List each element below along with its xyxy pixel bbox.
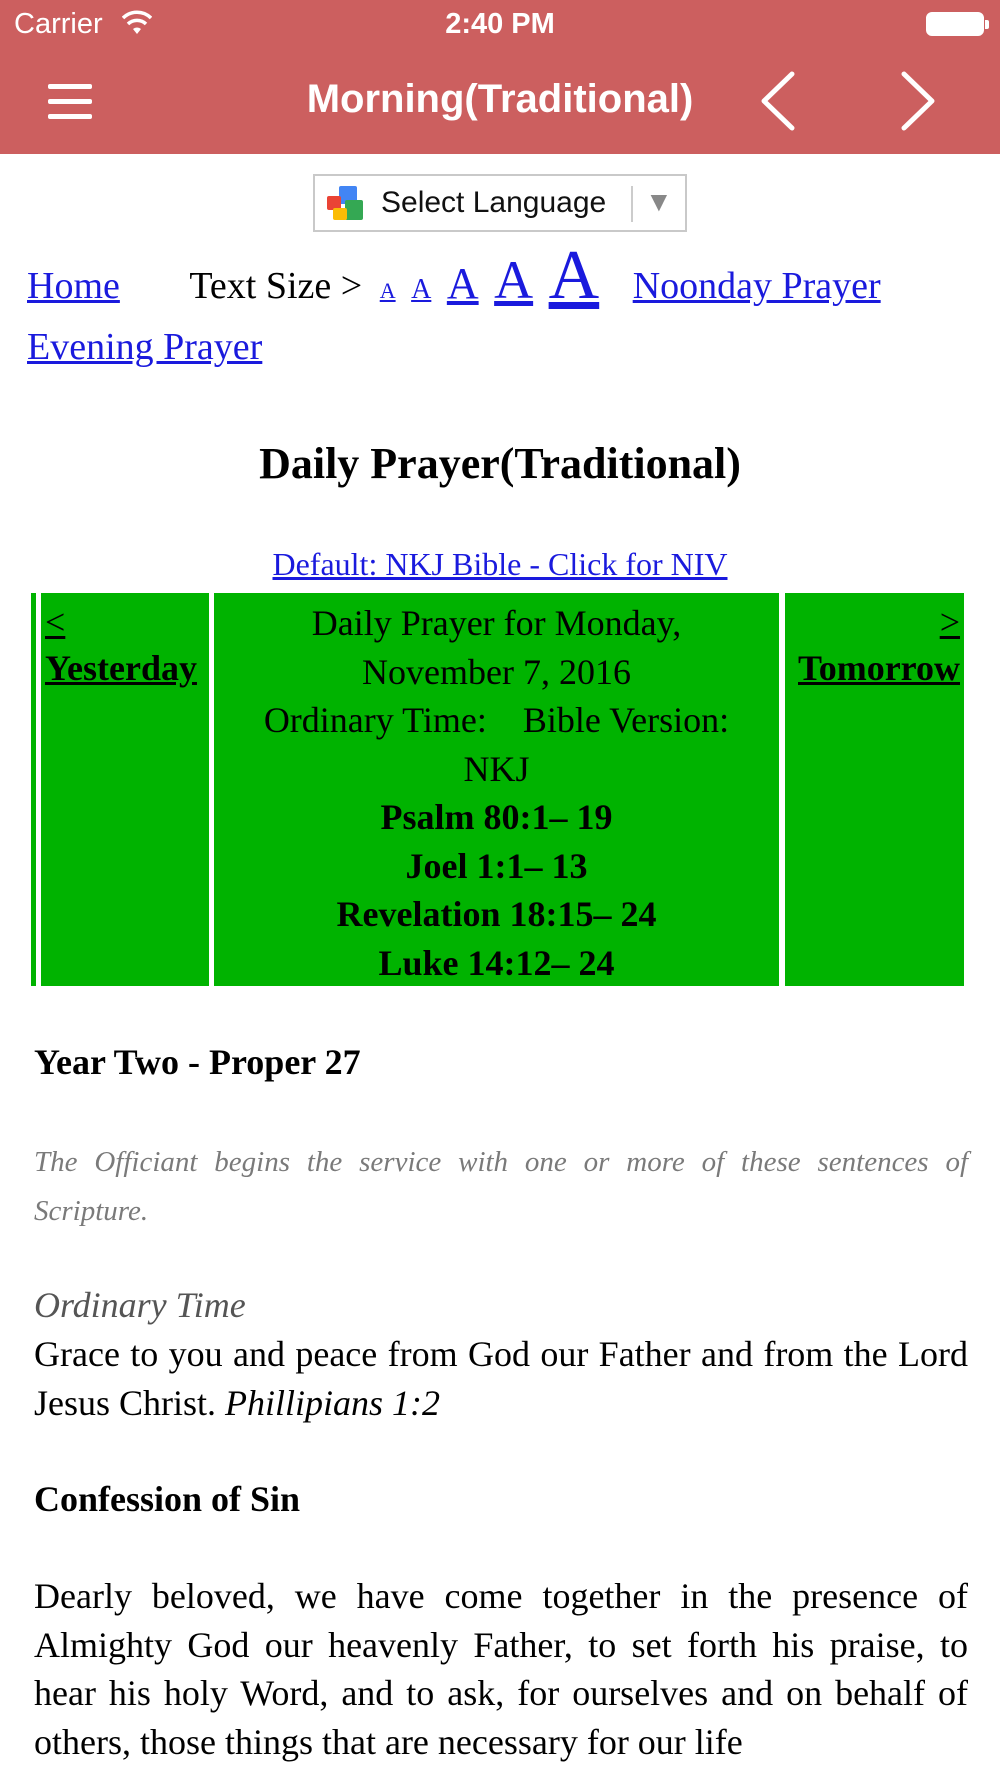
forward-chevron-icon[interactable] [896, 68, 940, 134]
nav-title: Morning(Traditional) [306, 77, 694, 121]
text-size-label: Text Size > [189, 265, 363, 307]
menu-icon[interactable] [44, 80, 100, 124]
status-bar [0, 0, 1000, 50]
tomorrow-cell [785, 593, 964, 986]
top-bar [0, 0, 1000, 154]
year-heading: Year Two - Proper 27 [34, 1042, 361, 1082]
home-link[interactable]: Home [27, 265, 120, 307]
language-selector[interactable] [313, 174, 687, 232]
yesterday-link[interactable]: Yesterday [45, 648, 197, 688]
tomorrow-link[interactable]: Tomorrow [798, 648, 960, 688]
bible-version-link[interactable]: Default: NKJ Bible - Click for NIV [272, 546, 728, 582]
text-size-option-1[interactable]: A [379, 278, 396, 303]
yesterday-arrow-link[interactable]: < [45, 602, 66, 642]
sentence-text: Grace to you and peace from God our Father and from the Lord Jesus Christ. [34, 1334, 968, 1423]
text-size-option-4[interactable]: A [494, 250, 534, 310]
carrier-label: Carrier [14, 8, 103, 40]
status-time: 2:40 PM [445, 8, 555, 40]
language-selector-label: Select Language [381, 186, 607, 219]
battery-icon [926, 12, 984, 36]
reading-psalm: Psalm 80:1– 19 [380, 797, 613, 837]
season-version-line: Ordinary Time: Bible Version: [263, 700, 730, 740]
back-chevron-icon[interactable] [756, 68, 800, 134]
navigation-bar [0, 50, 1000, 154]
page-title: Daily Prayer(Traditional) [259, 439, 741, 488]
divider [631, 186, 633, 222]
text-size-option-3[interactable]: A [446, 259, 479, 308]
text-size-option-2[interactable]: A [411, 274, 432, 305]
evening-prayer-link[interactable]: Evening Prayer [27, 326, 263, 368]
table-border [31, 593, 36, 986]
sentence-citation: Phillipians 1:2 [225, 1382, 441, 1423]
top-links [27, 237, 977, 375]
confession-body: Dearly beloved, we have come together in the presence of Almighty God our heavenly Father, to set forth his praise, to hear his holy Word, and to ask, for ourselves and on behalf of others, those things that are necessary for our life [34, 1576, 968, 1762]
date-line-1: Daily Prayer for Monday, [311, 603, 682, 643]
reading-epistle: Revelation 18:15– 24 [336, 894, 657, 934]
google-translate-icon [325, 184, 365, 224]
text-size-option-5[interactable]: A [548, 237, 600, 314]
noonday-prayer-link[interactable]: Noonday Prayer [632, 265, 881, 307]
rubric-text: The Officiant begins the service with one or more of these sentences of Scripture. [34, 1146, 968, 1227]
confession-heading: Confession of Sin [34, 1479, 301, 1519]
reading-old-testament: Joel 1:1– 13 [405, 845, 588, 886]
day-info-cell [214, 593, 779, 986]
yesterday-cell [41, 593, 209, 986]
season-label: Ordinary Time [34, 1285, 246, 1325]
bible-version: NKJ [463, 748, 530, 789]
dropdown-caret-icon: ▼ [645, 186, 673, 217]
day-navigation-table [31, 593, 964, 986]
bible-version-wrapper [0, 546, 1000, 583]
tomorrow-arrow-link[interactable]: > [939, 602, 960, 642]
date-line-2: November 7, 2016 [362, 651, 631, 692]
reading-gospel: Luke 14:12– 24 [378, 942, 615, 983]
opening-sentence [34, 1330, 968, 1427]
